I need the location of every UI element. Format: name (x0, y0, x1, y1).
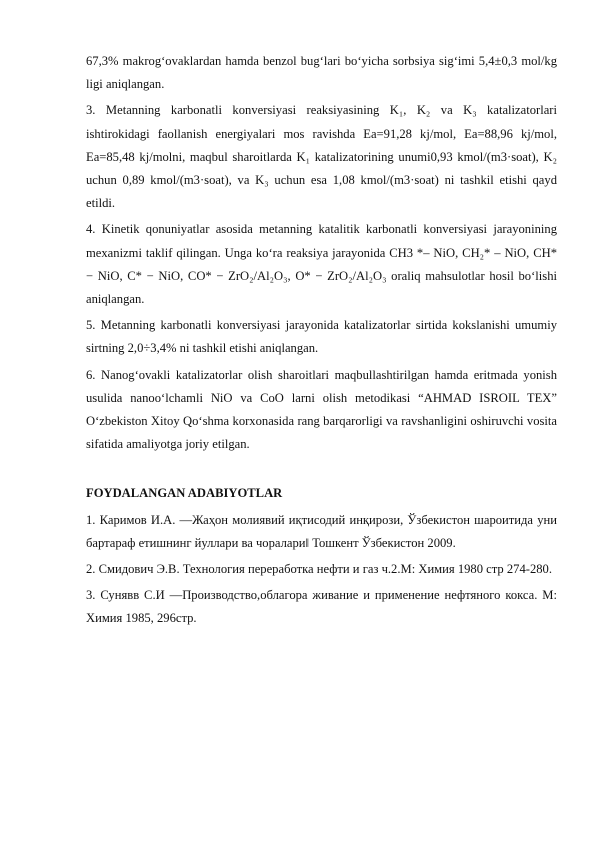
conclusion-paragraph-5: 5. Metanning karbonatli konversiyasi jarayonida katalizatorlar sirtida kokslanishi umumiy sirtning 2,0÷3,4% ni tashkil etishi aniqlangan. (86, 318, 557, 356)
conclusion-paragraph-4: 4. Kinetik qonuniyatlar asosida metanning katalitik karbonatli konversiyasi jarayonining mexanizmi taklif qilingan. Unga ko‘ra reaksiya jarayonida CH3 *– NiO, CH₂* – NiO, CH* − NiO, C* − NiO, CO* − ZrO₂/Al₂O₃, O* − ZrO₂/Al₂O₃ oraliq mahsulotlar hosil bo‘lishi aniqlangan. (86, 222, 557, 307)
reference-item-2: 2. Смидович Э.В. Технология переработка нефти и газ ч.2.М: Химия 1980 стр 274-280. (86, 562, 552, 577)
reference-item-1: 1. Каримов И.А. ―Жаҳон молиявий иқтисодий инқирози, Ўзбекистон шароитида уни бартараф етишнинг йуллари ва чоралари‖ Тошкент Ўзбекистон 2009. (86, 512, 557, 550)
conclusion-paragraph-3: 3. Metanning karbonatli konversiyasi reaksiyasining K₁, K₂ va K₃ katalizatorlari ishtirokidagi faollanish energiyalari mos ravishda Ea=91,28 kj/mol, Ea=88,96 kj/mol, Ea=85,48 kj/molni, maqbul sharoitlarda K₁ katalizatorining unumi0,93 kmol/(m3·soat), K₂ uchun 0,89 kmol/(m3·soat), va K₃ uchun esa 1,08 kmol/(m3·soat) ni tashkil etishi qayd etildi. (86, 103, 557, 211)
conclusion-paragraph-6: 6. Nanog‘ovakli katalizatorlar olish sharoitlari maqbullashtirilgan hamda eritmada yonish usulida nanoo‘lchamli NiO va CoO larni olish metodikasi “AHMAD ISROIL TEX” O‘zbekiston Xitoy Qo‘shma korxonasida rang barqarorligi va ravshanligini oshiruvchi vosita sifatida amaliyotga joriy etilgan. (86, 367, 557, 452)
references-heading: FOYDALANGAN ADABIYOTLAR (86, 486, 283, 501)
document-page (86, 50, 557, 634)
conclusion-paragraph-1: 67,3% makrog‘ovaklardan hamda benzol bug‘lari bo‘yicha sorbsiya sig‘imi 5,4±0,3 mol/kg ligi aniqlangan. (86, 54, 557, 92)
reference-item-3: 3. Сунявв С.И ―Производство,облагора живание и применение нефтяного кокса. М: Химия 1985, 296стр. (86, 588, 557, 626)
